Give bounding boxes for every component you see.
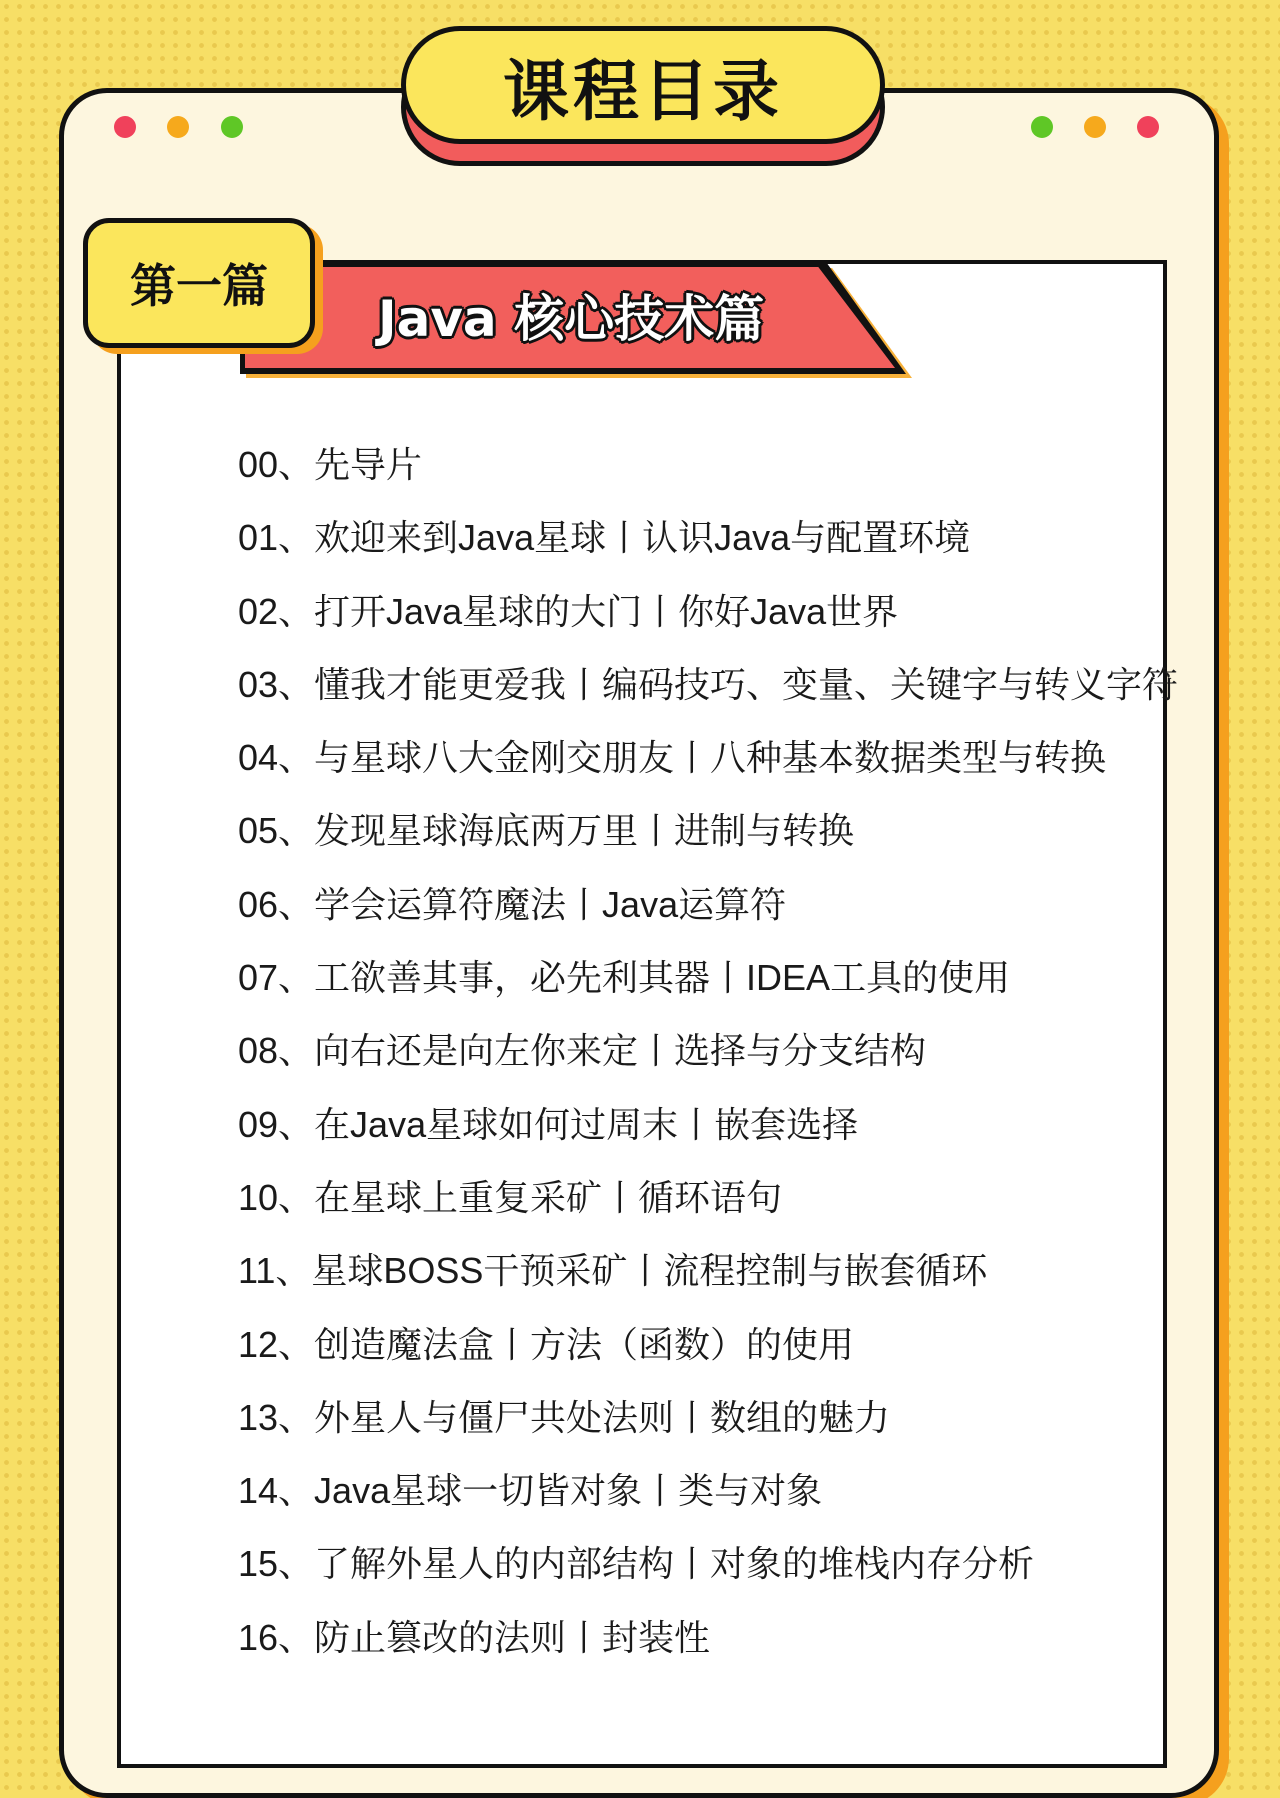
lesson-item-15: 15、了解外星人的内部结构丨对象的堆栈内存分析 xyxy=(238,1543,1035,1585)
window-dot-orange-right xyxy=(1084,116,1106,138)
lesson-item-10: 10、在星球上重复采矿丨循环语句 xyxy=(238,1176,783,1218)
lesson-item-02: 02、打开Java星球的大门丨你好Java世界 xyxy=(238,590,899,632)
window-dot-orange-left xyxy=(167,116,189,138)
lesson-item-16: 16、防止篡改的法则丨封装性 xyxy=(238,1616,711,1658)
window-dot-red-right xyxy=(1137,116,1159,138)
lesson-item-06: 06、学会运算符魔法丨Java运算符 xyxy=(238,883,787,925)
lesson-item-08: 08、向右还是向左你来定丨选择与分支结构 xyxy=(238,1030,927,1072)
section-title: Java 核心技术篇 xyxy=(378,290,765,348)
window-dot-red-left xyxy=(114,116,136,138)
page-title: 课程目录 xyxy=(401,26,885,144)
lesson-item-11: 11、星球BOSS干预采矿丨流程控制与嵌套循环 xyxy=(238,1250,988,1292)
lesson-item-05: 05、发现星球海底两万里丨进制与转换 xyxy=(238,810,855,852)
lesson-list xyxy=(238,428,1178,1674)
lesson-item-07: 07、工欲善其事，必先利其器丨IDEA工具的使用 xyxy=(238,957,1011,999)
lesson-item-00: 00、先导片 xyxy=(238,444,423,485)
lesson-item-09: 09、在Java星球如何过周末丨嵌套选择 xyxy=(238,1103,859,1145)
lesson-item-01: 01、欢迎来到Java星球丨认识Java与配置环境 xyxy=(238,517,971,559)
window-dot-green-right xyxy=(1031,116,1053,138)
lesson-item-13: 13、外星人与僵尸共处法则丨数组的魅力 xyxy=(238,1396,891,1438)
lesson-item-12: 12、创造魔法盒丨方法（函数）的使用 xyxy=(238,1323,855,1365)
lesson-item-04: 04、与星球八大金刚交朋友丨八种基本数据类型与转换 xyxy=(238,737,1107,779)
lesson-item-03: 03、懂我才能更爱我丨编码技巧、变量、关键字与转义字符 xyxy=(238,663,1179,705)
lesson-item-14: 14、Java星球一切皆对象丨类与对象 xyxy=(238,1470,823,1512)
part-tag: 第一篇 xyxy=(83,218,315,348)
window-dot-green-left xyxy=(221,116,243,138)
